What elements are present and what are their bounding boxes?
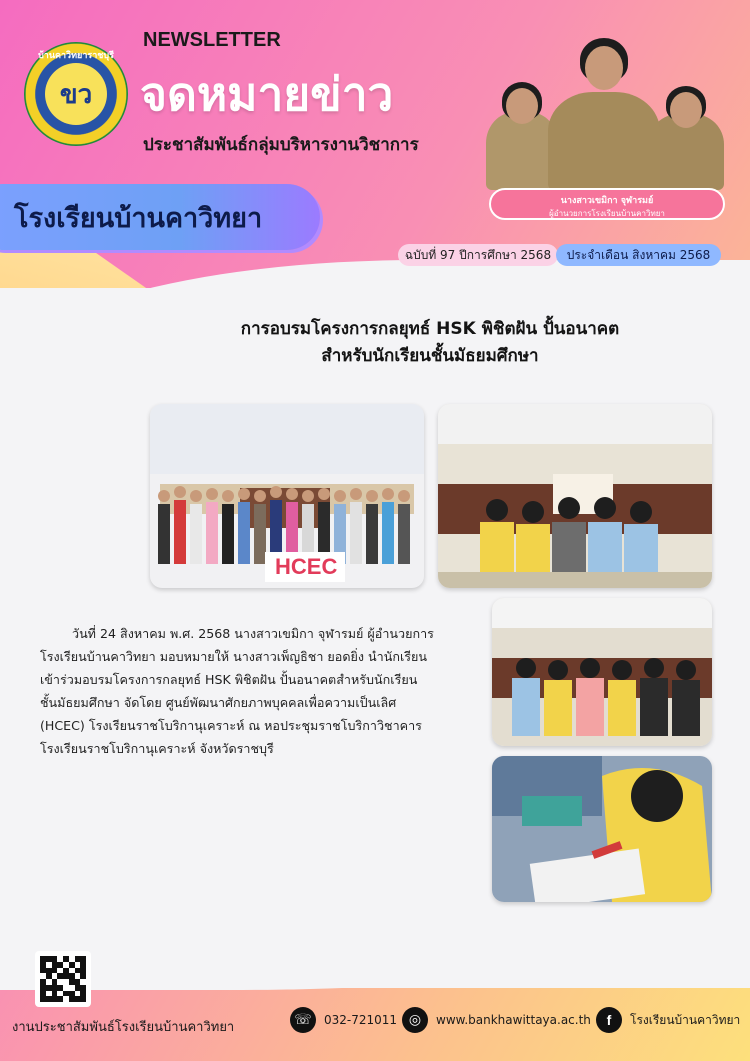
hcec-sign: HCEC xyxy=(275,554,338,579)
issue-month: ประจำเดือน สิงหาคม 2568 xyxy=(556,244,721,266)
event-photo-exam xyxy=(492,756,712,902)
logo-text: บ้านคาวิทยาราชบุรี xyxy=(38,51,114,61)
footer-website[interactable] xyxy=(402,1007,591,1033)
phone-icon: ☏ xyxy=(290,1007,316,1033)
footer-organization: งานประชาสัมพันธ์โรงเรียนบ้านคาวิทยา xyxy=(12,1020,235,1035)
principal-name: นางสาวเขมิกา จุฬารมย์ xyxy=(560,196,654,206)
logo-mark: ขว xyxy=(45,63,107,125)
headline-line-2: สำหรับนักเรียนชั้นมัธยมศึกษา xyxy=(321,346,539,366)
body-line-3: เข้าร่วมอบรมโครงการกลยุทธ์ HSK พิชิตฝัน ปั้นอนาคตสำหรับนักเรียน xyxy=(40,672,418,687)
school-name: โรงเรียนบ้านคาวิทยา xyxy=(14,202,263,234)
newsletter-subtitle: ประชาสัมพันธ์กลุ่มบริหารงานวิชาการ xyxy=(143,135,419,155)
footer-facebook[interactable] xyxy=(596,1007,740,1033)
event-photo-group xyxy=(150,404,424,588)
event-photo-certificates xyxy=(492,598,712,746)
facebook-icon: f xyxy=(596,1007,622,1033)
article-headline xyxy=(160,316,700,370)
article-body xyxy=(40,622,480,760)
body-line-6: โรงเรียนราชโบริกานุเคราะห์ จังหวัดราชบุรี xyxy=(40,741,274,756)
school-name-banner xyxy=(0,184,320,250)
phone-number: 032-721011 xyxy=(324,1013,398,1027)
newsletter-label: NEWSLETTER xyxy=(143,29,281,51)
body-line-5: (HCEC) โรงเรียนราชโบริกานุเคราะห์ ณ หอประชุมราชโบริกาวิชาคาร xyxy=(40,718,422,733)
event-photo-students xyxy=(438,404,712,588)
newsletter-title: จดหมายข่าว xyxy=(140,68,394,120)
qr-code[interactable] xyxy=(35,951,91,1007)
staff-photo xyxy=(486,38,724,190)
issue-number: ฉบับที่ 97 ปีการศึกษา 2568 xyxy=(398,244,558,266)
principal-role: ผู้อำนวยการโรงเรียนบ้านคาวิทยา xyxy=(549,209,665,218)
body-line-4: ชั้นมัธยมศึกษา จัดโดย ศูนย์พัฒนาศักยภาพบุคคลเพื่อความเป็นเลิศ xyxy=(40,695,397,710)
body-line-1: วันที่ 24 สิงหาคม พ.ศ. 2568 นางสาวเขมิกา จุฬารมย์ ผู้อำนวยการ xyxy=(72,626,434,641)
school-logo xyxy=(24,42,128,146)
footer-phone[interactable] xyxy=(290,1007,397,1033)
headline-line-1: การอบรมโครงการกลยุทธ์ HSK พิชิตฝัน ปั้นอนาคต xyxy=(240,319,620,339)
facebook-page: โรงเรียนบ้านคาวิทยา xyxy=(630,1012,741,1027)
globe-icon: ◎ xyxy=(402,1007,428,1033)
body-line-2: โรงเรียนบ้านคาวิทยา มอบหมายให้ นางสาวเพ็ญธิชา ยอดยิ่ง นำนักเรียน xyxy=(40,649,428,664)
principal-caption xyxy=(489,188,725,220)
website-url: www.bankhawittaya.ac.th xyxy=(436,1013,591,1027)
